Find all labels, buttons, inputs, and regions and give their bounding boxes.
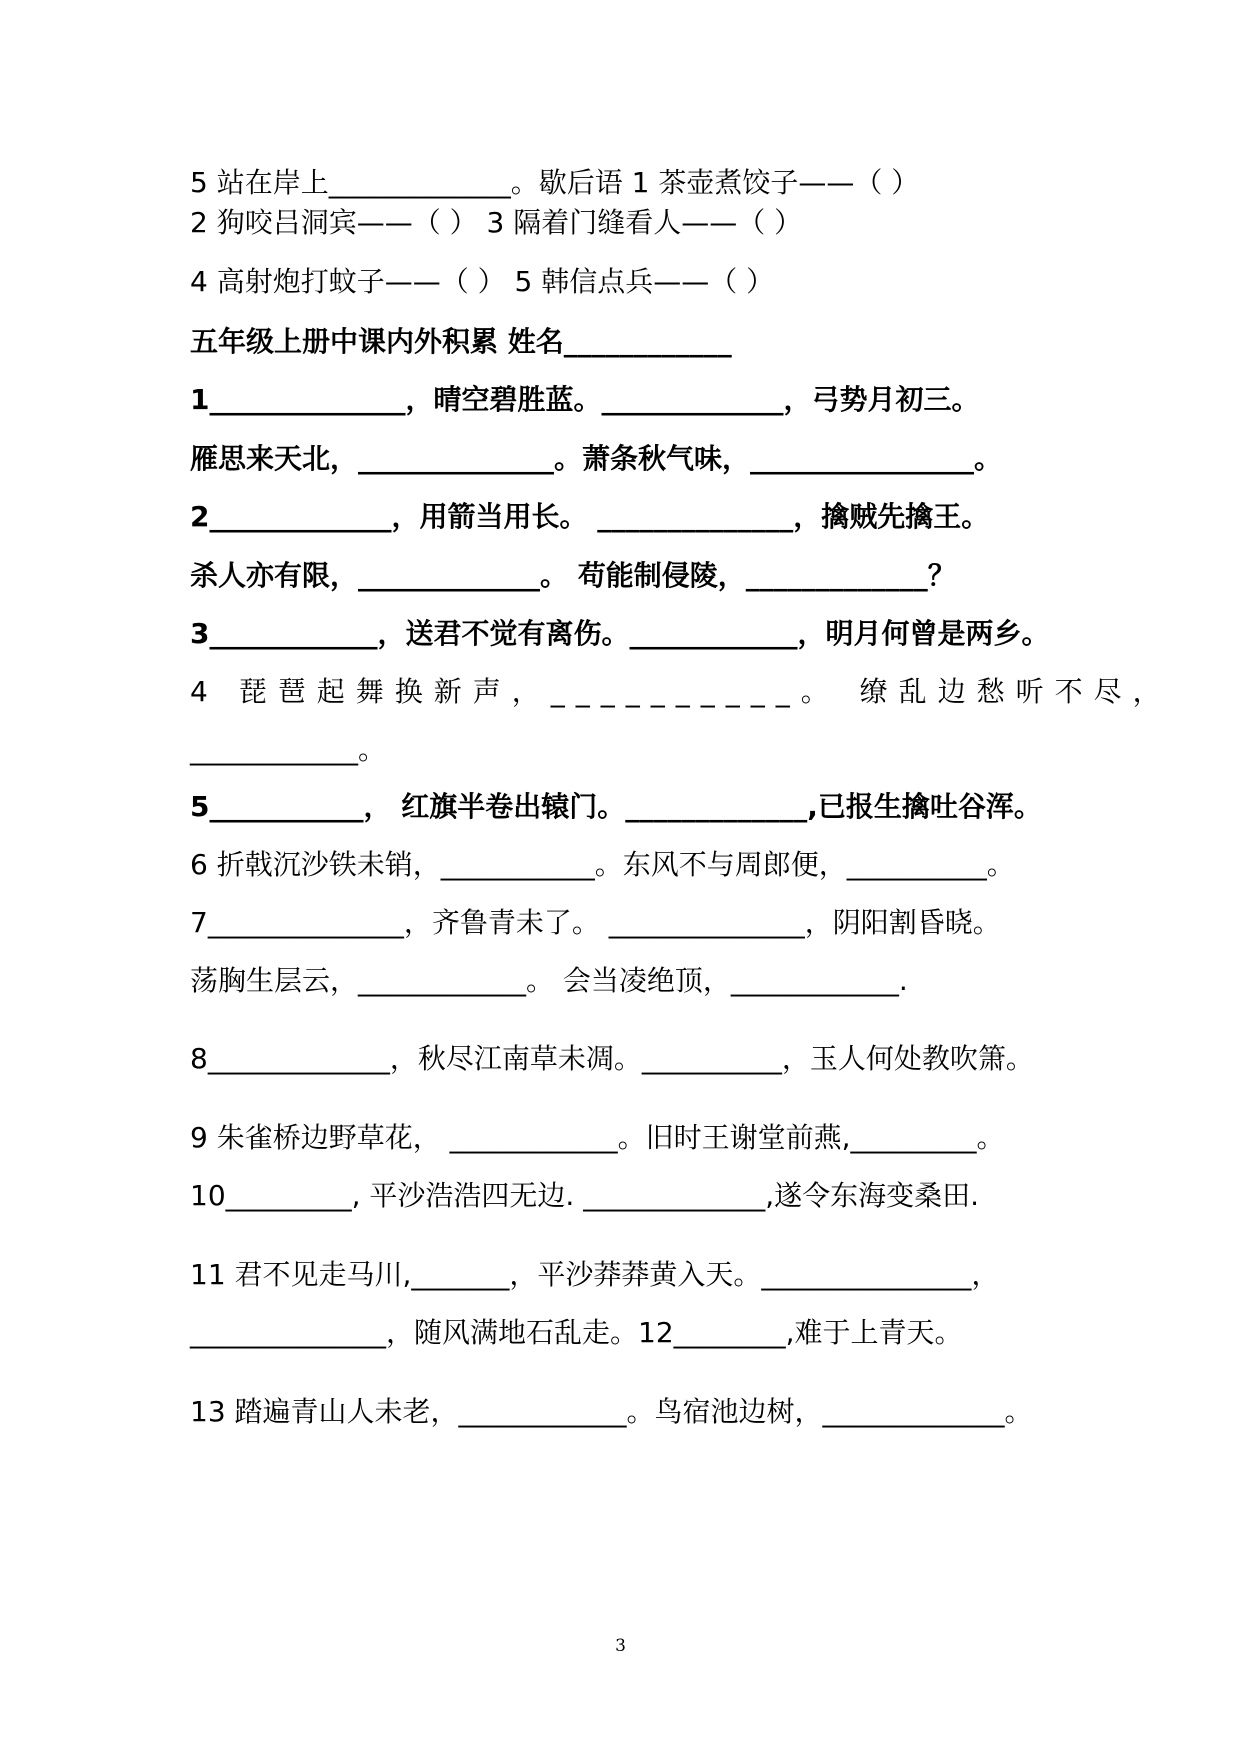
text-line-1: 5 站在岸上_____________。歇后语 1 茶壶煮饺子——（ ） [190,166,920,199]
text-line-13: 6 折戟沉沙铁未销，___________。东风不与周郎便，__________。 [190,848,1015,881]
text-line-18: 10_________, 平沙浩浩四无边. _____________,遂令东海变桑田. [190,1179,980,1212]
text-line-14: 7______________，齐鲁青未了。 ______________，阴阳割昏晓。 [190,906,1001,939]
text-line-20: ______________，随风满地石乱走。12________,难于上青天。 [190,1316,963,1349]
text-line-2: 2 狗咬吕洞宾——（ ） 3 隔着门缝看人——（ ） [190,206,803,239]
text-line-10: 4 琵琶起舞换新声，__________。 缭乱边愁听不尽， [190,675,1172,708]
text-line-16: 8_____________，秋尽江南草未凋。__________，玉人何处教吹箫。 [190,1042,1034,1075]
text-line-17: 9 朱雀桥边野草花， ____________。旧时王谢堂前燕,_________。 [190,1121,1005,1154]
text-line-9: 3____________，送君不觉有离伤。____________，明月何曾是两乡。 [190,617,1050,650]
text-line-21: 13 踏遍青山人未老，____________。鸟宿池边树，_____________。 [190,1395,1033,1428]
text-line-11: ____________。 [190,733,387,766]
text-line-6: 雁思来天北，______________。萧条秋气味，________________。 [190,442,1003,475]
text-line-12: 5___________， 红旗半卷出辕门。_____________,已报生擒吐谷浑。 [190,790,1042,823]
text-line-3: 4 高射炮打蚊子——（ ） 5 韩信点兵——（ ） [190,265,775,298]
text-line-15: 荡胸生层云，____________。 会当凌绝顶，____________. [190,964,908,997]
text-line-8: 杀人亦有限，_____________。 苟能制侵陵，_____________？ [190,559,956,592]
text-line-19: 11 君不见走马川,_______，平沙莽莽黄入天。_______________， [190,1258,1000,1291]
text-line-5: 1______________，晴空碧胜蓝。_____________，弓势月初三。 [190,383,980,416]
page-number: 3 [615,1636,626,1656]
section-title: 五年级上册中课内外积累 姓名____________ [190,325,732,358]
text-line-7: 2_____________，用箭当用长。 ______________，擒贼先擒王。 [190,500,990,533]
